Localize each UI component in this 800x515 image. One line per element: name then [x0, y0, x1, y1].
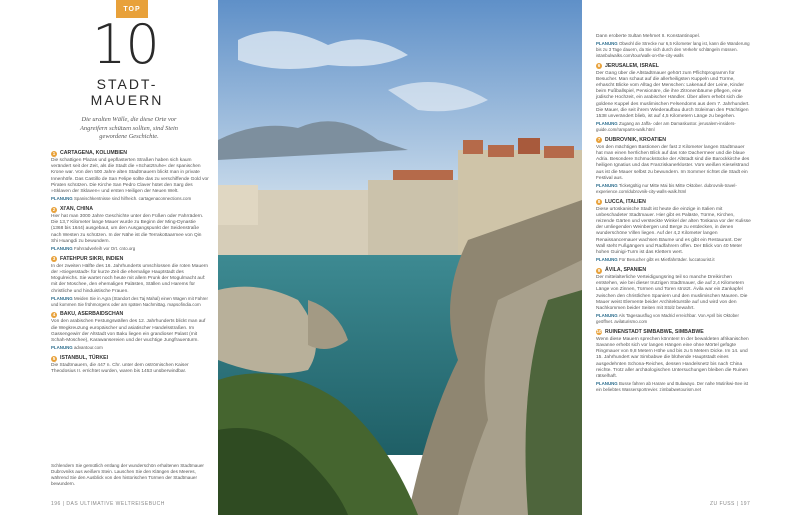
entry-heading: [51, 256, 209, 263]
entry-body: Von den arabischen Festungswällen des 12. Jahrhunderts blickt man auf die Wegkreuzung europäischer und asiatischer Handelsstraßen. Im Gassengewirr der Altstadt von Baku liegen ein grandioser Palast (mit Schah-Moschee), Karawansereien und der wuchtige Jungfrauenturm.: [51, 319, 206, 344]
entry-plan: [51, 196, 209, 202]
plan-label: PLANUNG: [51, 196, 73, 202]
list-item: [51, 311, 209, 351]
plan-text: advantour.com: [73, 345, 103, 351]
list-item: [596, 329, 752, 393]
list-item: [51, 206, 209, 252]
plan-text: Spanischkentnisse sind hilfreich. cartagenaconnections.com: [73, 196, 192, 202]
plan-label: PLANUNG: [51, 246, 73, 252]
entry-plan: [51, 246, 209, 252]
entry-number: 8: [597, 199, 601, 205]
entry-title: LUCCA, ITALIEN: [605, 198, 646, 205]
plan-text: Ticketgültig nur Mitte Mai bis Mitte Oktober. dubrovnik-travel-experience.com/dubrovnik-city-walls-walk.html: [596, 183, 737, 194]
entry-plan: [596, 313, 752, 325]
list-item: [51, 256, 209, 308]
plan-label: PLANUNG: [596, 183, 618, 189]
page-footer-left: 196 | DAS ULTIMATIVE WELTREISEBUCH: [51, 501, 165, 507]
photo-caption: Schlendern Sie gemütlich entlang der wunderschön erhaltenen Stadtmauer Dubrovniks aus weißem Stein. Lauschen Sie den Klängen des Meeres, während Sie den Ausblick von den historischen Türmen der Stadtmauer bewundern.: [51, 463, 204, 486]
title-line-2: MAUERN: [90, 92, 164, 108]
entry-title: RUINENSTADT SIMBABWE, SIMBABWE: [605, 328, 704, 335]
entry-plan: [596, 183, 752, 195]
dubrovnik-city-walls-image: [218, 0, 582, 515]
left-page: [0, 0, 218, 515]
entry-plan: [596, 121, 752, 133]
title-line-1: STADT-: [96, 76, 158, 92]
entry-body: Wenn diese Mauern sprechen könnten! In der bewaldeten afrikanischen Savanne erhebt sich vor langen Hängen eine ohne Mörtel gefügte Ringmauer von 9,8 Metern Höhe und bis zu 5 Metern Dicke. Im 14. und 15. Jahrhundert war Simbabwe die blühende Hauptstadt eines ausgedehnten Schona-Reiches, dessen Handelsnetz bis nach China reichte. Trotz aller archäologischen Untersuchungen bleiben die Ruinen rätselhaft.: [596, 336, 749, 380]
entry-heading: [51, 206, 209, 213]
plan-text: Für Besucher gibt es Mietfahrräder. luccatourist.it: [618, 257, 715, 263]
entry-title: XI'AN, CHINA: [60, 206, 93, 213]
entry-title: CARTAGENA, KOLUMBIEN: [60, 150, 128, 156]
entry-heading: [51, 355, 209, 362]
entry-plan: [51, 296, 209, 308]
entry-heading: [51, 150, 209, 157]
entry-body: In der zweiten Hälfte des 16. Jahrhunderts umschlossen die roten Mauern der »Siegesstadt« für kurze Zeit die ehemalige Hauptstadt des Mogulreichs. Sie wartet noch heute mit allem Prunk der Mogulmacht auf: mit der Moschee, den ehemaligen Palästen, Ställen und Harems für christliche und hinduistische Frauen.: [51, 263, 209, 294]
list-item: [596, 34, 752, 59]
entry-body: Der Gang über die Altstadtmauer gehört zum Pflichtprogramm für Besucher. Man schaut auf die allerheiligsten Kuppeln und Türme, erhascht Blicke vom Alltag der Menschen: Lakenauf der Leine, Kinder beim Fußballspiel, Pensionäre, die ihre Zitronenbäume pflegen, eine jüdische Hochzeit, ein arabischer Händler. Über allem erhebt sich die goldene Kuppel des muslimischen Felsendoms aus dem 7. Jahrhundert. Die Mauer, die seit ihrem Wiederaufbau durch Süleiman den Prächtigen 1538 unverändert blieb, ist auf 4,5 Kilometern Länge zu begehen.: [596, 70, 750, 120]
top-badge: TOP: [116, 0, 148, 18]
right-page: [582, 0, 800, 515]
plan-label: PLANUNG: [596, 257, 618, 263]
entry-body: Der mittelalterliche Verteidigungsring teil so manche Dreikirchen entstehen, wie bei dieser trutzigen Stadtmauer, die auf 2,4 Kilometern Länge von Zinnen, Türmen und Toren strotzt. Ávila war ein Zankapfel zwischen den christlichen Spaniern und den muslimischen Mauren. Die Mauer weist Elemente beider Architekturstile auf und wird von den Nachkommen beider Seiten mit Stolz bewahrt.: [596, 275, 748, 312]
entry-plan: [51, 345, 209, 351]
entry-plan: [596, 257, 752, 263]
plan-label: PLANUNG: [51, 345, 73, 351]
entry-heading: [596, 267, 752, 274]
entry-heading: [596, 199, 752, 206]
list-item: [596, 137, 752, 195]
entry-number: 4: [52, 311, 56, 317]
entry-body: Von den mächtigen Bastionen der fast 2 Kilometer langen Stadtmauer hat man einen herrlichen Blick auf das rote Dachermeer und die blaue Adria. Besondere Schmuckstücke der Altstadt sind die Barockkirche des heiligen Ignatius und das Franziskanerkloster. Vom weißen Kieselstrand aus ist die Mauer selbst zu bewundern. Im Sommer richtet die Stadt ein Festival aus.: [596, 144, 750, 181]
right-entry-list: [596, 34, 752, 397]
entry-title: ÁVILA, SPANIEN: [605, 267, 647, 274]
entry-heading: [51, 311, 209, 318]
entry-body: Die Stadtmauern, die 447 n. Chr. unter dem oströmischen Kaiser Theodosius II. errichtet wurden, waren bis 1453 unüberwindbar.: [51, 363, 189, 375]
entry-number: 3: [52, 256, 56, 262]
entry-body: Hier hat man 3000 Jahre Geschichte unter den Füßen oder Fahrrädern. Die 13,7 Kilometer lange Mauer wurde zu Beginn der Ming-Dynastie (1368 bis 1644) ausgebaut, um den Ausgangspunkt der Seidenstraße nach Westen zu schützen. In der Nähe ist die Terrakottaarmee von Qin Shi Huangdi zu bewundern.: [51, 214, 204, 244]
plan-label: PLANUNG: [596, 41, 618, 47]
plan-text: Obwohl die Strecke nur 6,5 Kilometer lang ist, kann die Wanderung bis zu 3 Tage dauern, da Sie sich durch den Verkehr schlängeln müssen. istanbulwalks.com/tour/walk-on-the-city-walls: [596, 41, 750, 58]
plan-text: Zugang an Jaffa- oder am Damaskustor. jerusalem-insiders-guide.com/ramparts-walk.html: [596, 121, 736, 133]
list-item: [596, 267, 752, 325]
plan-text: Als Tagesausflug von Madrid erreichbar. Von April bis Oktober geöffnet. avilaturismo.com: [596, 313, 739, 325]
left-entry-list: [51, 150, 209, 379]
entry-plan: [596, 381, 752, 393]
plan-label: PLANUNG: [596, 121, 618, 127]
list-item: [596, 63, 752, 133]
entry-number: 1: [52, 150, 56, 156]
page-footer-right: ZU FUSS | 197: [710, 501, 751, 507]
dubrovnik-photo: [218, 0, 582, 515]
entry-title: ISTANBUL, TÜRKEI: [60, 355, 109, 362]
entry-body: Diese urtoskanische Stadt ist heute die einzige in Italien mit unbeschadeter Stadtmauer. Hier gibt es Paläste, Türme, Kirchen, reizende Gärten und versteckte Winkel der alten Toskana vor der Kulisse der umliegenden Weinbergen und Berge zu entdecken, in denen wunderschöne Villen liegen. Auf der 4,2 Kilometer langen Renaissancemauer wachsen Bäume und es gibt ein Restaurant. Der Wall steht Fußgängern und Radfahrern offen. Der Blick von 40 Meter hohen Guinigi-Turm ist das Klettern wert.: [596, 206, 751, 256]
entry-title: DUBROVNIK, KROATIEN: [605, 136, 667, 143]
entry-number: 9: [597, 267, 601, 273]
list-item: [51, 355, 209, 375]
plan-label: PLANUNG: [596, 313, 618, 319]
entry-heading: [596, 137, 752, 144]
entry-title: BAKU, ASERBAIDSCHAN: [60, 311, 124, 318]
entry-number: 2: [52, 206, 56, 212]
entry-title: JERUSALEM, ISRAEL: [605, 62, 659, 69]
list-count-number: 10: [92, 13, 159, 76]
list-item: [596, 199, 752, 263]
entry-heading: [596, 63, 752, 70]
page-title: [62, 76, 192, 108]
plan-label: PLANUNG: [51, 295, 73, 301]
plan-text: Meiden Sie in Agra (Standort des Taj Mahal) einen Wagen mit Fahrer und kommen Sie frühmorgens oder am späten Nachmittag. mapsofindia.com: [51, 295, 208, 307]
entry-title: FATEHPUR SIKRI, INDIEN: [60, 255, 124, 262]
entry-number: 5: [52, 355, 56, 361]
plan-label: PLANUNG: [596, 381, 618, 387]
plan-text: Busse fahren ab Harare und Bulawayo. Der nahe Mutirikwi-See ist ein beliebtes Wassersportrevier. zimbabwetourism.net: [596, 381, 749, 393]
entry-plan: [596, 41, 752, 58]
entry-continuation: Dann eroberte Sultan Mehmet II. Konstantinopel.: [596, 34, 700, 39]
list-item: [51, 150, 209, 202]
entry-number: 7: [597, 137, 601, 143]
plan-text: Fahrradverleih vor Ort. cnto.org: [73, 246, 136, 252]
entry-number: 10: [596, 329, 602, 335]
entry-body: Die schattigen Plazas und gepflasterten Straßen haben sich kaum verändert seit der Zeit, als die Stadt die »Schatztruhe« der spanischen Krone war. Von den 500 Jahre alten Stadtmauern blickt man in private Innenhöfe. Das Castillo de San Felipe sollte das zu verschiffende Gold vor Piraten schützen. Die Kirche San Pedro Claver hütet den Sarg des »Sklaven der Sklaven« und ersten Heiligen der Neuen Welt.: [51, 158, 209, 195]
entry-heading: [596, 329, 752, 336]
page-subtitle: Die uralten Wälle, die diese Orte vor Angreifern schützen sollten, sind Stein gewordene Geschichte.: [80, 116, 178, 141]
entry-number: 6: [597, 63, 601, 69]
